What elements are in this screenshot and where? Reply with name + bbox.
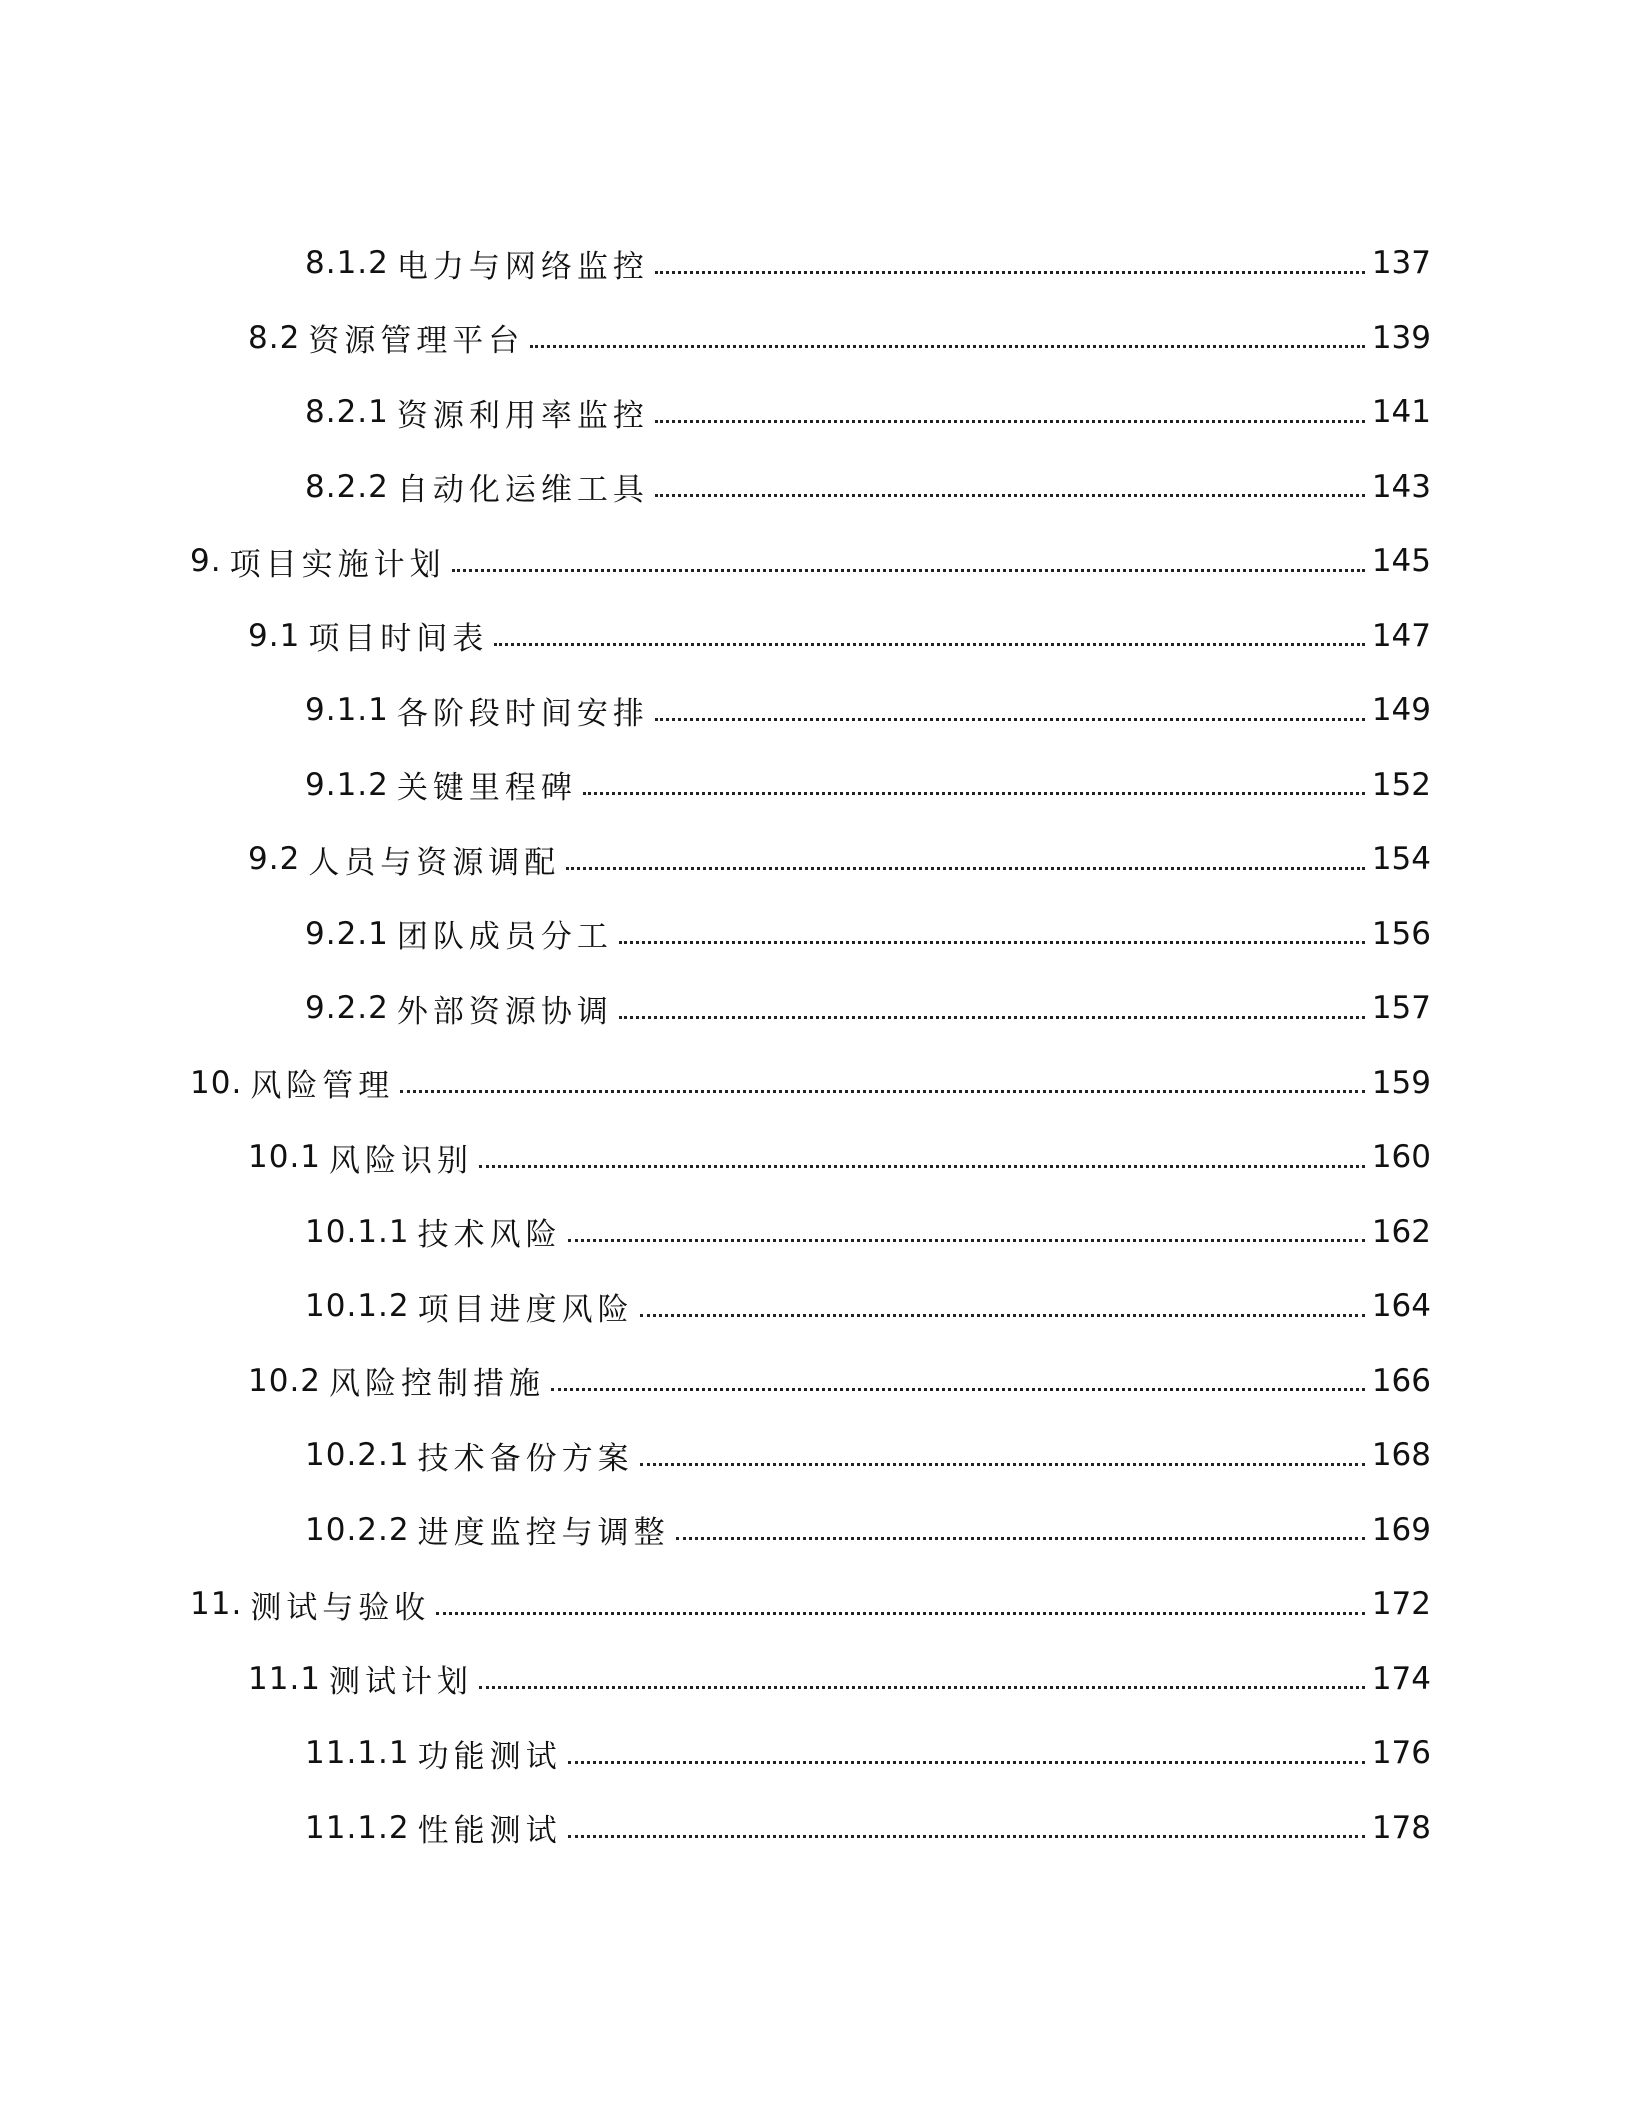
- toc-entry-title: 测试与验收: [250, 1589, 431, 1626]
- toc-entry-page: 145: [1371, 543, 1431, 580]
- toc-entry-number: 9.1: [248, 617, 301, 654]
- toc-entry[interactable]: [0, 1418, 1632, 1493]
- toc-entry-number: 8.2.2: [305, 468, 389, 505]
- toc-entry-title: 团队成员分工: [396, 919, 613, 956]
- toc-entry-number: 10.1.1: [305, 1213, 410, 1250]
- toc-entry-title: 项目进度风险: [417, 1291, 634, 1328]
- dot-leader: [566, 867, 1365, 870]
- toc-entry-title: 项目实施计划: [229, 546, 446, 583]
- toc-entry[interactable]: [0, 822, 1632, 897]
- toc-entry[interactable]: [0, 1269, 1632, 1344]
- toc-entry-page: 160: [1371, 1139, 1431, 1176]
- toc-entry-number: 10.2.1: [305, 1437, 410, 1474]
- toc-entry-number: 9.1.2: [305, 766, 389, 803]
- toc-entry-title: 进度监控与调整: [417, 1515, 670, 1552]
- toc-entry-number: 11.: [190, 1586, 243, 1623]
- table-of-contents: [0, 226, 1632, 1865]
- dot-leader: [619, 941, 1365, 944]
- dot-leader: [568, 1761, 1365, 1764]
- toc-entry-page: 176: [1371, 1735, 1431, 1772]
- toc-entry-title: 项目时间表: [308, 621, 489, 658]
- toc-entry[interactable]: [0, 226, 1632, 301]
- toc-entry-number: 11.1.1: [305, 1735, 410, 1772]
- toc-entry[interactable]: [0, 1120, 1632, 1195]
- toc-entry[interactable]: [0, 599, 1632, 674]
- toc-entry-page: 147: [1371, 617, 1431, 654]
- dot-leader: [436, 1612, 1365, 1615]
- toc-entry-page: 172: [1371, 1586, 1431, 1623]
- toc-entry-page: 139: [1371, 319, 1431, 356]
- toc-entry[interactable]: [0, 1791, 1632, 1866]
- dot-leader: [568, 1239, 1365, 1242]
- toc-entry-page: 162: [1371, 1213, 1431, 1250]
- dot-leader: [530, 345, 1365, 348]
- toc-entry-page: 157: [1371, 990, 1431, 1027]
- toc-entry-title: 技术风险: [417, 1217, 562, 1254]
- dot-leader: [676, 1537, 1365, 1540]
- toc-entry-page: 166: [1371, 1362, 1431, 1399]
- toc-entry-title: 资源管理平台: [308, 323, 525, 360]
- dot-leader: [400, 1090, 1365, 1093]
- toc-entry[interactable]: [0, 1195, 1632, 1270]
- toc-entry-number: 9.2.1: [305, 915, 389, 952]
- toc-entry[interactable]: [0, 1493, 1632, 1568]
- toc-entry-title: 关键里程碑: [396, 770, 577, 807]
- toc-entry[interactable]: [0, 524, 1632, 599]
- toc-entry-page: 159: [1371, 1064, 1431, 1101]
- toc-entry-page: 168: [1371, 1437, 1431, 1474]
- toc-entry[interactable]: [0, 748, 1632, 823]
- toc-entry-page: 152: [1371, 766, 1431, 803]
- toc-entry-number: 10.2: [248, 1362, 322, 1399]
- toc-entry-number: 9.2: [248, 841, 301, 878]
- toc-entry-page: 164: [1371, 1288, 1431, 1325]
- toc-entry-number: 10.1: [248, 1139, 322, 1176]
- toc-entry[interactable]: [0, 971, 1632, 1046]
- dot-leader: [551, 1388, 1365, 1391]
- toc-entry-title: 电力与网络监控: [396, 248, 649, 285]
- toc-entry-page: 169: [1371, 1511, 1431, 1548]
- toc-entry[interactable]: [0, 1716, 1632, 1791]
- dot-leader: [568, 1835, 1365, 1838]
- toc-entry[interactable]: [0, 1046, 1632, 1121]
- toc-entry-number: 8.2: [248, 319, 301, 356]
- toc-entry-title: 外部资源协调: [396, 993, 613, 1030]
- toc-entry-number: 8.1.2: [305, 245, 389, 282]
- toc-entry-page: 143: [1371, 468, 1431, 505]
- toc-entry-number: 9.1.1: [305, 692, 389, 729]
- toc-entry-title: 风险控制措施: [329, 1366, 546, 1403]
- toc-entry-title: 功能测试: [417, 1738, 562, 1775]
- toc-entry[interactable]: [0, 897, 1632, 972]
- toc-entry[interactable]: [0, 1642, 1632, 1717]
- toc-entry-title: 风险识别: [329, 1142, 474, 1179]
- dot-leader: [583, 792, 1365, 795]
- dot-leader: [655, 494, 1365, 497]
- toc-entry-number: 11.1: [248, 1660, 322, 1697]
- toc-entry-title: 测试计划: [329, 1664, 474, 1701]
- toc-entry-page: 141: [1371, 394, 1431, 431]
- toc-entry-number: 10.2.2: [305, 1511, 410, 1548]
- toc-entry-title: 技术备份方案: [417, 1440, 634, 1477]
- toc-entry-title: 性能测试: [417, 1813, 562, 1850]
- toc-entry-number: 9.: [190, 543, 222, 580]
- toc-entry[interactable]: [0, 375, 1632, 450]
- dot-leader: [494, 643, 1365, 646]
- dot-leader: [655, 271, 1365, 274]
- toc-entry-title: 各阶段时间安排: [396, 695, 649, 732]
- toc-entry-page: 156: [1371, 915, 1431, 952]
- dot-leader: [479, 1686, 1365, 1689]
- toc-entry-page: 178: [1371, 1809, 1431, 1846]
- toc-entry-number: 10.1.2: [305, 1288, 410, 1325]
- toc-entry[interactable]: [0, 301, 1632, 376]
- toc-entry-title: 自动化运维工具: [396, 472, 649, 509]
- toc-entry-title: 人员与资源调配: [308, 844, 561, 881]
- toc-entry[interactable]: [0, 1567, 1632, 1642]
- toc-entry-title: 风险管理: [250, 1068, 395, 1105]
- toc-entry-number: 8.2.1: [305, 394, 389, 431]
- dot-leader: [619, 1016, 1365, 1019]
- toc-entry-page: 174: [1371, 1660, 1431, 1697]
- dot-leader: [655, 718, 1365, 721]
- toc-entry-title: 资源利用率监控: [396, 397, 649, 434]
- toc-entry-page: 149: [1371, 692, 1431, 729]
- toc-entry[interactable]: [0, 673, 1632, 748]
- toc-entry-number: 9.2.2: [305, 990, 389, 1027]
- toc-entry-page: 154: [1371, 841, 1431, 878]
- toc-entry-number: 11.1.2: [305, 1809, 410, 1846]
- dot-leader: [479, 1165, 1365, 1168]
- dot-leader: [640, 1463, 1365, 1466]
- dot-leader: [452, 569, 1365, 572]
- toc-entry-page: 137: [1371, 245, 1431, 282]
- toc-entry[interactable]: [0, 1344, 1632, 1419]
- toc-entry[interactable]: [0, 450, 1632, 525]
- dot-leader: [655, 420, 1365, 423]
- dot-leader: [640, 1314, 1365, 1317]
- toc-entry-number: 10.: [190, 1064, 243, 1101]
